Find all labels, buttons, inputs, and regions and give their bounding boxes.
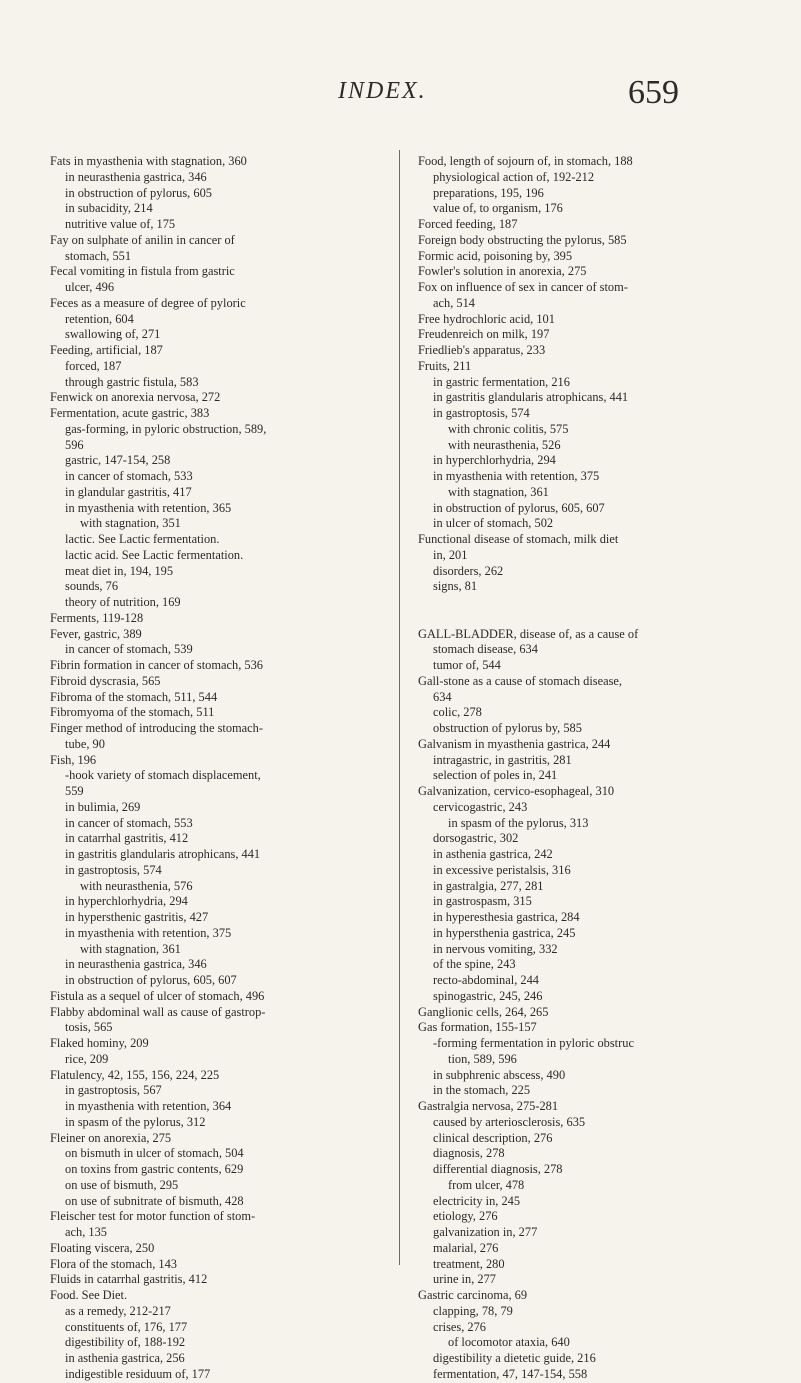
index-entry: in subacidity, 214 <box>65 201 153 216</box>
index-entry: Fay on sulphate of anilin in cancer of <box>50 232 235 247</box>
index-entry: Gall-stone as a cause of stomach disease, <box>418 673 623 688</box>
index-entry: with stagnation, 351 <box>80 516 181 531</box>
index-entry: Freudenreich on milk, 197 <box>418 327 550 342</box>
index-entry: of locomotor ataxia, 640 <box>448 1335 570 1350</box>
index-entry: digestibility of, 188-192 <box>65 1335 186 1350</box>
index-entry: Friedlieb's apparatus, 233 <box>418 343 546 357</box>
index-entry: crises, 276 <box>433 1319 486 1334</box>
index-entry: disorders, 262 <box>433 563 504 578</box>
index-entry: 596 <box>65 437 84 452</box>
index-entry: in hypersthenia gastrica, 245 <box>433 925 576 940</box>
index-entry: in myasthenia with retention, 365 <box>65 500 232 515</box>
index-entry: cervicogastric, 243 <box>433 799 528 814</box>
index-entry: stomach, 551 <box>65 248 132 263</box>
index-entry: in gastroptosis, 567 <box>65 1083 162 1098</box>
index-entry: Flabby abdominal wall as cause of gastrop- <box>50 1004 266 1019</box>
index-entry: preparations, 195, 196 <box>433 185 544 200</box>
index-entry: with stagnation, 361 <box>80 941 181 956</box>
index-entry: Food. See Diet. <box>50 1288 128 1302</box>
index-entry: tube, 90 <box>65 736 105 751</box>
index-entry: with chronic colitis, 575 <box>448 421 569 436</box>
index-entry: in cancer of stomach, 553 <box>65 815 193 830</box>
index-entry: Fibroma of the stomach, 511, 544 <box>50 689 218 704</box>
index-entry: colic, 278 <box>433 705 482 720</box>
f-entries-continued <box>418 154 770 595</box>
index-entry: obstruction of pylorus by, 585 <box>433 721 582 735</box>
index-entry: Fecal vomiting in fistula from gastric <box>50 264 235 279</box>
index-entry: Finger method of introducing the stomach- <box>50 721 264 735</box>
index-entry: treatment, 280 <box>433 1256 505 1271</box>
index-entry: in nervous vomiting, 332 <box>433 941 558 956</box>
index-entry: in cancer of stomach, 533 <box>65 469 193 483</box>
index-entry: tion, 589, 596 <box>448 1051 517 1066</box>
index-entry: in myasthenia with retention, 375 <box>433 469 600 483</box>
index-entry: in ulcer of stomach, 502 <box>433 516 554 531</box>
right-index-column <box>418 154 770 1383</box>
index-entry: gastric, 147-154, 258 <box>65 453 171 468</box>
index-entry: in the stomach, 225 <box>433 1083 531 1098</box>
index-entry: fermentation, 47, 147-154, 558 <box>433 1366 588 1381</box>
index-entry: in spasm of the pylorus, 313 <box>448 815 589 830</box>
index-entry: -hook variety of stomach displacement, <box>65 768 261 783</box>
g-entries <box>418 627 770 1383</box>
index-entry: on bismuth in ulcer of stomach, 504 <box>65 1146 244 1161</box>
index-entry: Fistula as a sequel of ulcer of stomach, 496 <box>50 988 265 1003</box>
index-entry: from ulcer, 478 <box>448 1177 525 1192</box>
index-entry: Fenwick on anorexia nervosa, 272 <box>50 390 221 405</box>
index-entry: in obstruction of pylorus, 605, 607 <box>65 973 237 987</box>
index-entry: in subphrenic abscess, 490 <box>433 1067 566 1082</box>
index-entry: rice, 209 <box>65 1051 109 1066</box>
index-entry: Galvanism in myasthenia gastrica, 244 <box>418 736 611 751</box>
index-entry: recto-abdominal, 244 <box>433 973 539 987</box>
index-entry: Flaked hominy, 209 <box>50 1036 149 1050</box>
left-index-column <box>50 154 390 1383</box>
index-entry: Forced feeding, 187 <box>418 217 518 231</box>
index-entry: Free hydrochloric acid, 101 <box>418 311 555 326</box>
page-header <box>0 74 801 124</box>
index-entry: Foreign body obstructing the pylorus, 585 <box>418 232 627 247</box>
page-title: INDEX. <box>338 78 427 104</box>
index-entry: lactic acid. See Lactic fermentation. <box>65 547 244 562</box>
index-entry: in bulimia, 269 <box>65 799 141 814</box>
index-entry: urine in, 277 <box>433 1272 496 1287</box>
index-entry: Fox on influence of sex in cancer of stom- <box>418 280 628 294</box>
index-entry: nutritive value of, 175 <box>65 217 176 231</box>
index-entry: Food, length of sojourn of, in stomach, 188 <box>418 154 633 168</box>
index-entry: Galvanization, cervico-esophageal, 310 <box>418 784 615 798</box>
index-entry: signs, 81 <box>433 579 478 594</box>
index-entry: ulcer, 496 <box>65 280 115 294</box>
page-number: 659 <box>628 74 679 111</box>
index-entry: in glandular gastritis, 417 <box>65 484 192 499</box>
index-entry: on use of bismuth, 295 <box>65 1177 179 1192</box>
index-entry: on use of subnitrate of bismuth, 428 <box>65 1193 244 1208</box>
index-entry: caused by arteriosclerosis, 635 <box>433 1114 586 1129</box>
index-entry: Gas formation, 155-157 <box>418 1020 537 1035</box>
index-entry: Flora of the stomach, 143 <box>50 1256 177 1271</box>
index-entry: differential diagnosis, 278 <box>433 1162 563 1176</box>
index-entry: Fibroid dyscrasia, 565 <box>50 673 161 688</box>
index-entry: value of, to organism, 176 <box>433 201 563 216</box>
index-entry: with neurasthenia, 576 <box>80 878 193 893</box>
index-entry: Fish, 196 <box>50 752 97 767</box>
index-entry: stomach disease, 634 <box>433 642 538 657</box>
column-divider <box>399 150 400 1265</box>
index-entry: in, 201 <box>433 547 468 562</box>
index-entry: GALL-BLADDER, disease of, as a cause of <box>418 626 639 641</box>
index-entry: in excessive peristalsis, 316 <box>433 862 571 877</box>
index-entry: spinogastric, 245, 246 <box>433 988 543 1003</box>
index-entry: in gastric fermentation, 216 <box>433 374 570 389</box>
index-entry: in myasthenia with retention, 375 <box>65 925 232 940</box>
index-entry: in hyperchlorhydria, 294 <box>433 453 556 468</box>
index-entry: through gastric fistula, 583 <box>65 374 199 389</box>
index-entry: Fleischer test for motor function of stom- <box>50 1209 256 1224</box>
index-entry: with neurasthenia, 526 <box>448 437 561 452</box>
index-entry: in asthenia gastrica, 256 <box>65 1351 185 1365</box>
index-entry: etiology, 276 <box>433 1209 498 1224</box>
index-entry: clinical description, 276 <box>433 1130 553 1145</box>
index-entry: in spasm of the pylorus, 312 <box>65 1114 206 1129</box>
section-gap <box>418 595 770 627</box>
index-entry: in cancer of stomach, 539 <box>65 642 193 657</box>
index-entry: with stagnation, 361 <box>448 484 549 499</box>
index-entry: Fever, gastric, 389 <box>50 626 142 641</box>
index-entry: tumor of, 544 <box>433 658 501 672</box>
index-entry: constituents of, 176, 177 <box>65 1319 188 1334</box>
index-entry: electricity in, 245 <box>433 1193 521 1208</box>
index-entry: intragastric, in gastritis, 281 <box>433 752 572 767</box>
index-entry: swallowing of, 271 <box>65 327 161 342</box>
index-entry: in gastroptosis, 574 <box>65 862 162 877</box>
index-entry: malarial, 276 <box>433 1240 499 1255</box>
index-entry: Ganglionic cells, 264, 265 <box>418 1004 549 1019</box>
index-entry: in asthenia gastrica, 242 <box>433 847 553 861</box>
index-entry: in neurasthenia gastrica, 346 <box>65 169 207 184</box>
index-entry: -forming fermentation in pyloric obstruc <box>433 1036 634 1050</box>
index-entry: in myasthenia with retention, 364 <box>65 1099 232 1113</box>
index-entry: 559 <box>65 784 84 798</box>
index-entry: Fermentation, acute gastric, 383 <box>50 406 210 420</box>
index-entry: 634 <box>433 689 452 704</box>
index-entry: forced, 187 <box>65 358 122 373</box>
index-entry: Fluids in catarrhal gastritis, 412 <box>50 1272 208 1287</box>
index-entry: in obstruction of pylorus, 605, 607 <box>433 500 605 515</box>
index-entry: ach, 135 <box>65 1225 107 1239</box>
index-entry: in gastritis glandularis atrophicans, 441 <box>433 390 629 405</box>
index-entry: indigestible residuum of, 177 <box>65 1366 211 1381</box>
index-entry: Feeding, artificial, 187 <box>50 343 163 357</box>
index-entry: Gastric carcinoma, 69 <box>418 1288 528 1302</box>
index-entry: clapping, 78, 79 <box>433 1303 513 1318</box>
index-entry: in catarrhal gastritis, 412 <box>65 831 189 846</box>
index-entry: on toxins from gastric contents, 629 <box>65 1162 244 1176</box>
index-entry: selection of poles in, 241 <box>433 768 558 783</box>
index-entry: theory of nutrition, 169 <box>65 595 181 609</box>
index-entry: Fowler's solution in anorexia, 275 <box>418 264 587 279</box>
index-entry: in hypersthenic gastritis, 427 <box>65 910 209 924</box>
index-entry: Functional disease of stomach, milk diet <box>418 532 619 546</box>
index-entry: Floating viscera, 250 <box>50 1240 155 1255</box>
index-entry: sounds, 76 <box>65 579 119 594</box>
index-entry: digestibility a dietetic guide, 216 <box>433 1351 596 1365</box>
index-entry: in obstruction of pylorus, 605 <box>65 185 212 200</box>
index-entry: in gastroptosis, 574 <box>433 406 530 420</box>
index-entry: galvanization in, 277 <box>433 1225 538 1239</box>
index-entry: of the spine, 243 <box>433 957 516 972</box>
index-entry: lactic. See Lactic fermentation. <box>65 532 220 546</box>
index-entry: gas-forming, in pyloric obstruction, 589, <box>65 421 267 436</box>
index-entry: in neurasthenia gastrica, 346 <box>65 957 207 972</box>
index-entry: in gastralgia, 277, 281 <box>433 878 544 893</box>
index-entry: Ferments, 119-128 <box>50 610 144 625</box>
index-entry: Formic acid, poisoning by, 395 <box>418 248 573 263</box>
index-entry: physiological action of, 192-212 <box>433 169 595 184</box>
index-entry: retention, 604 <box>65 311 134 326</box>
index-entry: Fruits, 211 <box>418 358 472 373</box>
index-entry: in gastritis glandularis atrophicans, 441 <box>65 847 261 861</box>
index-entry: in hyperesthesia gastrica, 284 <box>433 910 580 924</box>
index-entry: tosis, 565 <box>65 1020 113 1035</box>
index-entry: in gastrospasm, 315 <box>433 894 532 909</box>
index-entry: in hyperchlorhydria, 294 <box>65 894 188 909</box>
index-entry: Gastralgia nervosa, 275-281 <box>418 1099 559 1113</box>
index-entry: Fats in myasthenia with stagnation, 360 <box>50 154 247 168</box>
index-entry: Fibromyoma of the stomach, 511 <box>50 705 215 720</box>
index-entry: Fleiner on anorexia, 275 <box>50 1130 172 1145</box>
index-entry: Feces as a measure of degree of pyloric <box>50 295 246 310</box>
index-entry: meat diet in, 194, 195 <box>65 563 174 578</box>
index-entry: Fibrin formation in cancer of stomach, 536 <box>50 658 263 672</box>
index-entry: ach, 514 <box>433 295 475 310</box>
index-entry: Flatulency, 42, 155, 156, 224, 225 <box>50 1067 220 1082</box>
index-entry: dorsogastric, 302 <box>433 831 519 846</box>
index-entry: as a remedy, 212-217 <box>65 1303 171 1318</box>
index-entry: diagnosis, 278 <box>433 1146 505 1161</box>
